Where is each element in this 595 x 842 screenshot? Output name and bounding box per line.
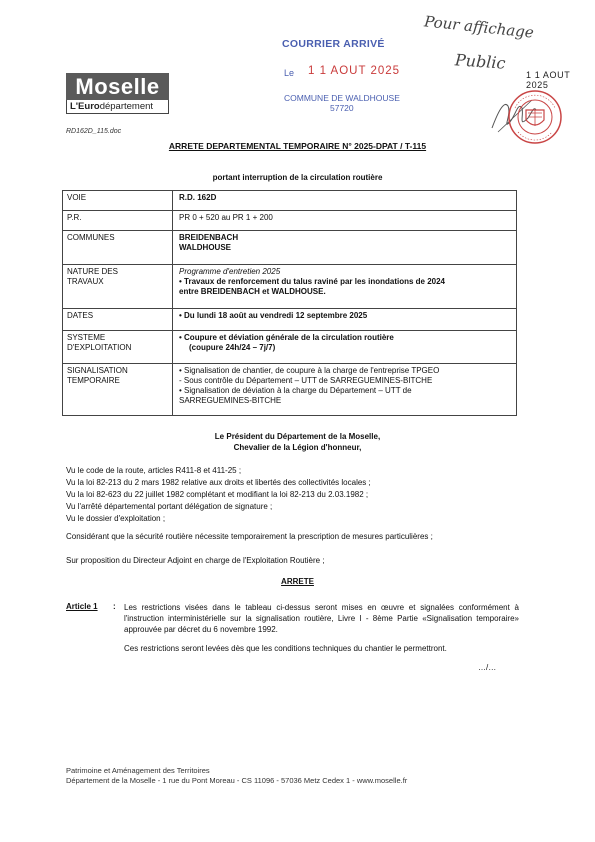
article-1-label: Article 1 [66, 602, 98, 611]
president-line-1: Le Président du Département de la Moselle, [214, 432, 381, 441]
continued-marker: …/… [478, 663, 497, 672]
stamp-commune: COMMUNE DE WALDHOUSE [284, 93, 400, 103]
posting-date: 1 1 AOUT 2025 [526, 70, 571, 90]
systeme-line-2: (coupure 24h/24 – 7j/7) [189, 343, 276, 352]
page-title [0, 141, 595, 151]
vu-item: Vu le code de la route, articles R411-8 et 411-25 ; [66, 466, 242, 475]
proposition: Sur proposition du Directeur Adjoint en charge de l'Exploitation Routière ; [66, 556, 325, 565]
table-row [63, 331, 517, 364]
article-1-text-2: Ces restrictions seront levées dès que les conditions techniques du chantier le permettront. [124, 644, 447, 653]
info-table [62, 190, 517, 416]
commune-1: BREIDENBACH [179, 233, 239, 242]
table-value [173, 364, 517, 416]
table-value: • Du lundi 18 août au vendredi 12 septembre 2025 [173, 309, 517, 331]
president-line-2: Chevalier de la Légion d'honneur, [233, 443, 362, 452]
nature-programme: Programme d'entretien 2025 [179, 267, 281, 276]
table-key: P.R. [63, 211, 173, 231]
page-title-text: ARRETE DEPARTEMENTAL TEMPORAIRE N° 2025-DPAT / T-115 [168, 141, 427, 151]
table-key: DATES [63, 309, 173, 331]
table-row [63, 364, 517, 416]
table-row [63, 191, 517, 211]
vu-item: Vu la loi 82-213 du 2 mars 1982 relative aux droits et libertés des collectivités locales ; [66, 478, 371, 487]
document-reference: RD162D_115.doc [66, 128, 122, 135]
table-key: VOIE [63, 191, 173, 211]
table-row [63, 211, 517, 231]
stamp-zip: 57720 [330, 103, 354, 113]
table-row [63, 309, 517, 331]
article-1-colon: : [113, 602, 116, 611]
table-key [63, 364, 173, 416]
systeme-key-1: SYSTEME [67, 333, 106, 342]
nature-key-1: NATURE DES [67, 267, 118, 276]
table-value [173, 265, 517, 309]
stamp-le: Le [284, 68, 295, 78]
table-value [173, 231, 517, 265]
arrete-heading: ARRETE [281, 577, 314, 586]
vu-item: Vu l'arrêté départemental portant délégation de signature ; [66, 502, 273, 511]
vu-item: Vu le dossier d'exploitation ; [66, 514, 166, 523]
signal-key-1: SIGNALISATION [67, 366, 128, 375]
nature-location: entre BREIDENBACH et WALDHOUSE. [179, 287, 326, 296]
table-value: R.D. 162D [173, 191, 517, 211]
footer-address: Département de la Moselle - 1 rue du Pont Moreau - CS 11096 - 57036 Metz Cedex 1 - www.moselle.fr [66, 776, 408, 785]
vu-item: Vu la loi 82-623 du 22 juillet 1982 complétant et modifiant la loi 82-213 du 2.03.1982 ; [66, 490, 369, 499]
article-1-text: Les restrictions visées dans le tableau ci-dessus seront mises en œuvre et signalées conformément à l'instruction interministérielle sur la signalisation routière, Livre I - 8ème Partie «Signalisation temporaire» approuvée par décret du 6 novembre 1992. [124, 603, 519, 634]
table-value [173, 331, 517, 364]
footer-department: Patrimoine et Aménagement des Territoires [66, 766, 210, 775]
signal-line-1: • Signalisation de chantier, de coupure à la charge de l'entreprise TPGEO [179, 366, 440, 375]
signal-line-4: SARREGUEMINES-BITCHE [179, 396, 282, 405]
handwritten-note-line1: Pour affichage [423, 12, 535, 42]
table-value: PR 0 + 520 au PR 1 + 200 [173, 211, 517, 231]
considerant: Considérant que la sécurité routière nécessite temporairement la prescription de mesures particulières ; [66, 532, 433, 541]
table-key [63, 331, 173, 364]
waldhouse-seal-icon [506, 88, 564, 146]
logo-brand: Moselle [66, 73, 169, 100]
logo-sub: département [99, 101, 154, 112]
table-row [63, 265, 517, 309]
systeme-key-2: D'EXPLOITATION [67, 343, 132, 352]
nature-works: • Travaux de renforcement du talus raviné par les inondations de 2024 [179, 277, 445, 286]
table-row [63, 231, 517, 265]
moselle-logo [66, 73, 169, 114]
stamp-date: 1 1 AOUT 2025 [308, 65, 401, 77]
stamp-title: COURRIER ARRIVÉ [282, 38, 385, 50]
signal-line-2: - Sous contrôle du Département – UTT de SARREGUEMINES-BITCHE [179, 376, 433, 385]
systeme-line-1: • Coupure et déviation générale de la circulation routière [179, 333, 394, 342]
logo-subtitle [66, 100, 169, 114]
signal-line-3: • Signalisation de déviation à la charge du Département – UTT de [179, 386, 412, 395]
signal-key-2: TEMPORAIRE [67, 376, 120, 385]
handwritten-note-line2: Public [454, 50, 507, 73]
table-key: COMMUNES [63, 231, 173, 265]
nature-key-2: TRAVAUX [67, 277, 104, 286]
table-key [63, 265, 173, 309]
page-subtitle: portant interruption de la circulation routière [212, 173, 383, 182]
logo-sub-bold: L'Euro [70, 101, 100, 112]
commune-2: WALDHOUSE [179, 243, 231, 252]
